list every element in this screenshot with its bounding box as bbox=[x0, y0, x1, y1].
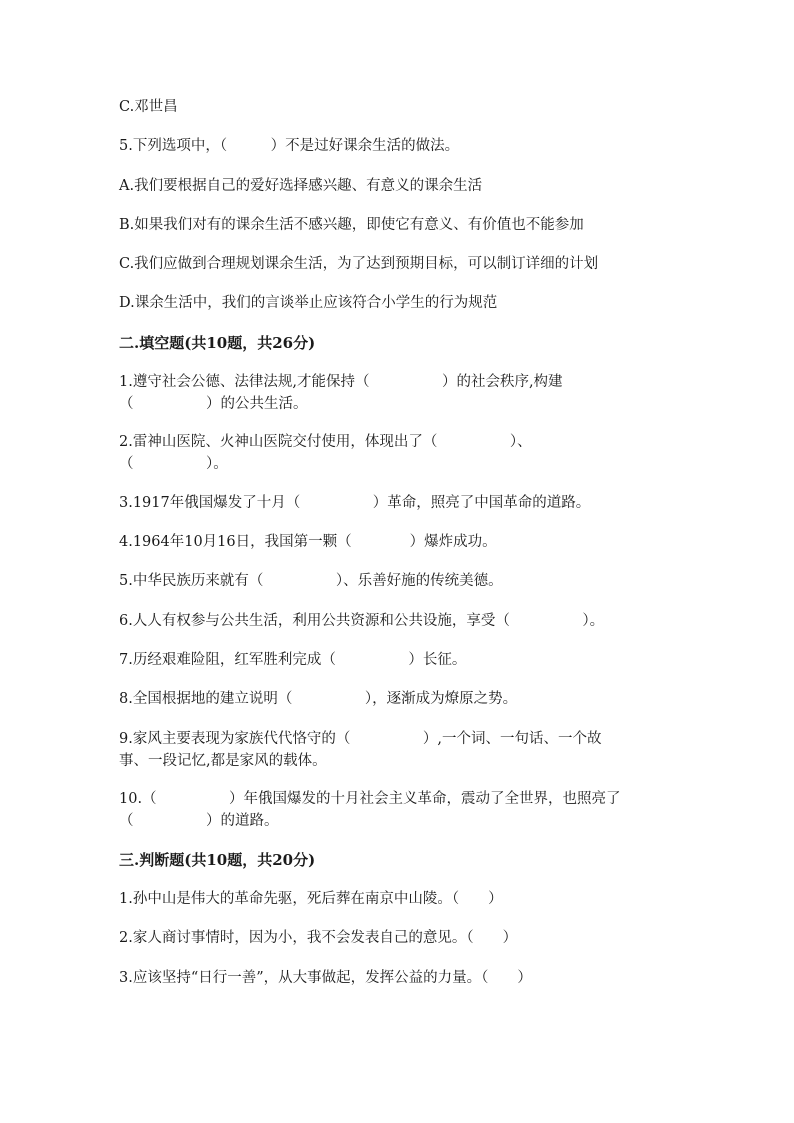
question-5-stem: 5.下列选项中，（ ）不是过好课余生活的做法。 bbox=[119, 138, 460, 154]
fill-question-9-line-1: 9.家风主要表现为家族代代恪守的（ ）,一个词、一句话、一个故 bbox=[119, 731, 602, 747]
question-5-option-c: C.我们应做到合理规划课余生活，为了达到预期目标，可以制订详细的计划 bbox=[119, 256, 599, 272]
fill-question-7: 7.历经艰难险阻，红军胜利完成（ ）长征。 bbox=[119, 652, 467, 668]
fill-question-10-line-2: （ ）的道路。 bbox=[119, 813, 279, 829]
section-2-heading: 二.填空题(共10题，共26分) bbox=[119, 334, 316, 352]
question-5-option-b: B.如果我们对有的课余生活不感兴趣，即使它有意义、有价值也不能参加 bbox=[119, 217, 584, 233]
question-5-option-a: A.我们要根据自己的爱好选择感兴趣、有意义的课余生活 bbox=[119, 178, 483, 194]
option-c-previous-question: C.邓世昌 bbox=[119, 99, 178, 115]
judge-question-2: 2.家人商讨事情时，因为小，我不会发表自己的意见。（ ） bbox=[119, 930, 518, 946]
fill-question-2-line-2: （ ）。 bbox=[119, 456, 228, 472]
judge-question-3: 3.应该坚持“日行一善”，从大事做起，发挥公益的力量。（ ） bbox=[119, 970, 532, 986]
fill-question-8: 8.全国根据地的建立说明（ ），逐渐成为燎原之势。 bbox=[119, 691, 518, 707]
section-3-heading: 三.判断题(共10题，共20分) bbox=[119, 851, 316, 869]
fill-question-5: 5.中华民族历来就有（ ）、乐善好施的传统美德。 bbox=[119, 573, 503, 589]
fill-question-1-line-1: 1.遵守社会公德、法律法规,才能保持（ ）的社会秩序,构建 bbox=[119, 374, 563, 390]
fill-question-10-line-1: 10.（ ）年俄国爆发的十月社会主义革命，震动了全世界，也照亮了 bbox=[119, 791, 621, 807]
judge-question-1: 1.孙中山是伟大的革命先驱，死后葬在南京中山陵。（ ） bbox=[119, 891, 503, 907]
fill-question-9-line-2: 事、一段记忆,都是家风的载体。 bbox=[119, 753, 327, 769]
question-5-option-d: D.课余生活中，我们的言谈举止应该符合小学生的行为规范 bbox=[119, 295, 498, 311]
fill-question-1-line-2: （ ）的公共生活。 bbox=[119, 396, 308, 412]
fill-question-3: 3.1917年俄国爆发了十月（ ）革命，照亮了中国革命的道路。 bbox=[119, 495, 591, 511]
fill-question-6: 6.人人有权参与公共生活，利用公共资源和公共设施，享受（ ）。 bbox=[119, 613, 605, 629]
fill-question-2-line-1: 2.雷神山医院、火神山医院交付使用，体现出了（ ）、 bbox=[119, 434, 532, 450]
fill-question-4: 4.1964年10月16日，我国第一颗（ ）爆炸成功。 bbox=[119, 534, 497, 550]
